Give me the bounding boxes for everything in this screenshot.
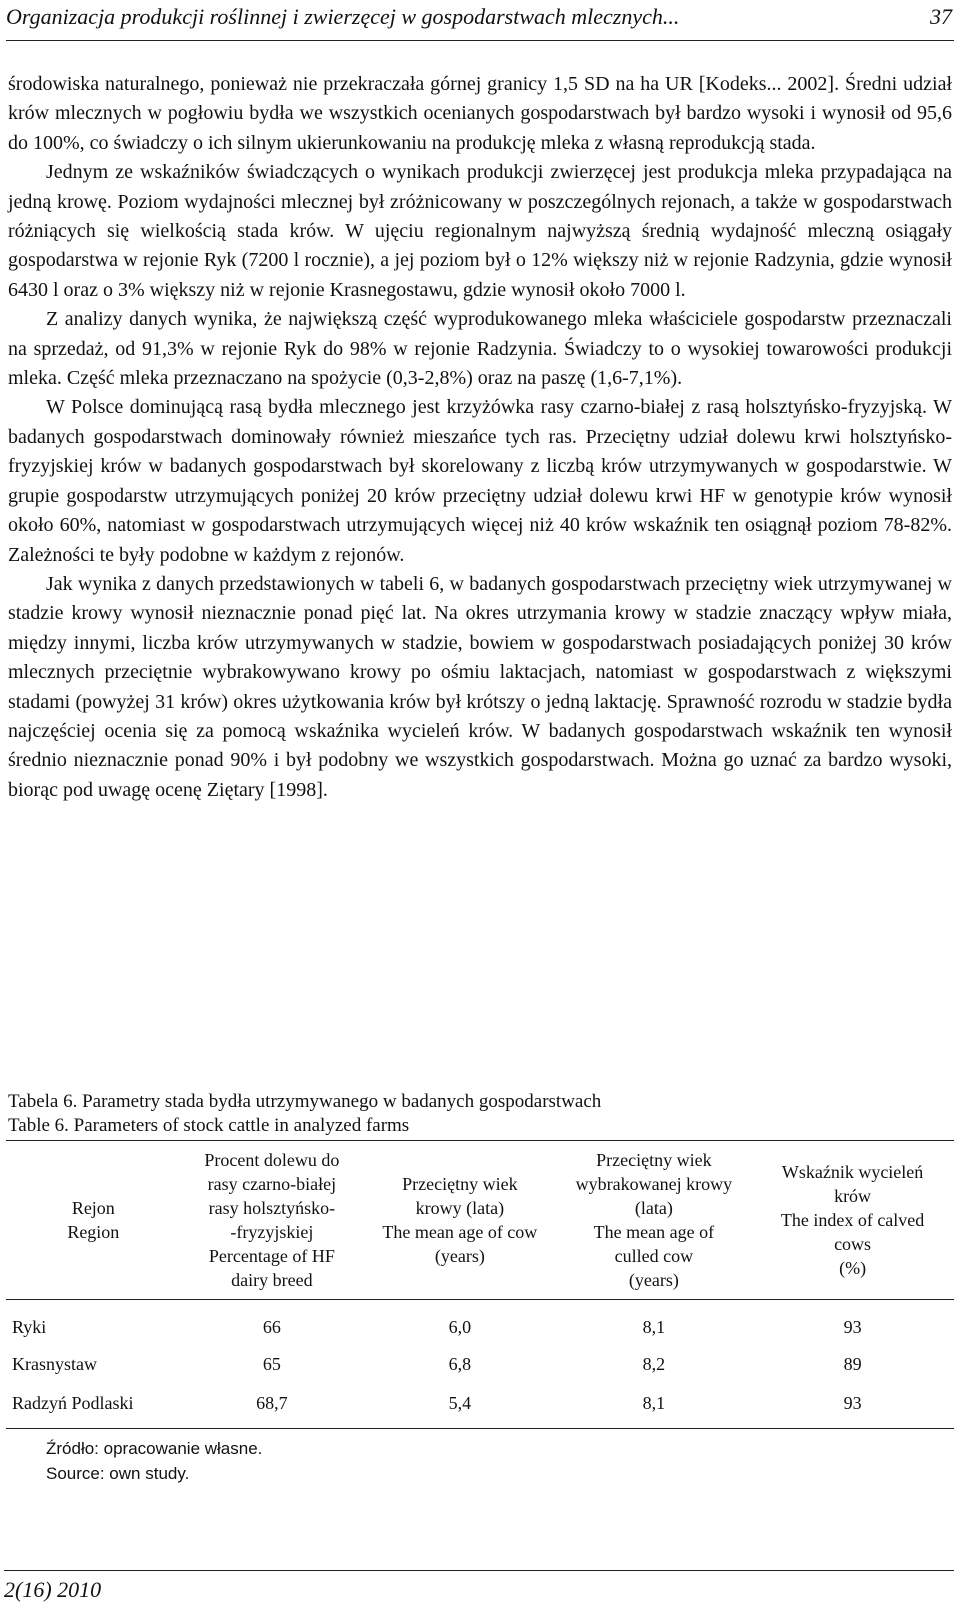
cell-calved-index: 93 — [843, 1317, 862, 1337]
header-line: Przeciętny wiek — [402, 1174, 518, 1194]
table-caption — [8, 1090, 601, 1138]
table-row — [6, 1344, 954, 1383]
table-row — [6, 1300, 954, 1345]
page-number: 37 — [930, 4, 952, 29]
running-footer — [4, 1570, 954, 1603]
table-header-row — [6, 1141, 954, 1300]
cell-region: Krasnystaw — [12, 1353, 97, 1374]
running-header — [6, 2, 954, 41]
header-line: Rejon — [71, 1198, 115, 1218]
header-calved-index — [751, 1141, 954, 1300]
cattle-parameters-table — [6, 1140, 954, 1429]
cell-culled-age: 8,2 — [642, 1353, 666, 1374]
table-caption-en: Table 6. Parameters of stock cattle in analyzed farms — [8, 1115, 410, 1136]
header-line: rasy czarno-białej — [207, 1174, 337, 1194]
cell-culled-age: 8,1 — [557, 1383, 752, 1429]
header-line: -fryzyjskiej — [230, 1222, 314, 1242]
paragraph: Jednym ze wskaźników świadczących o wynikach produkcji zwierzęcej jest produkcja mleka przypadająca na jedną krowę. Poziom wydajności mlecznej był zróżnicowany w poszczególnych rejonach, a także w gospodarstwach różniących się wielkością stada krów. W ujęciu regionalnym najwyższą średnią wydajność mleczną osiągały gospodarstwa w rejonie Ryk (7200 l rocznie), a jej poziom był o 12% większy niż w rejonie Radzynia, gdzie wynosił 6430 l oraz o 3% większy niż w rejonie Krasnegostawu, gdzie wynosił około 7000 l. — [8, 161, 952, 301]
cell-calved-index: 89 — [843, 1353, 862, 1374]
header-line: wybrakowanej krowy — [575, 1174, 733, 1194]
header-cow-age — [363, 1141, 556, 1300]
header-line: Procent dolewu do — [204, 1150, 340, 1170]
cell-hf: 65 — [262, 1353, 281, 1374]
header-line: Wskaźnik wycieleń — [781, 1162, 924, 1182]
header-line: (years) — [628, 1270, 679, 1290]
header-region — [6, 1141, 181, 1300]
header-line: culled cow — [614, 1246, 694, 1266]
cell-culled-age: 8,1 — [642, 1317, 666, 1337]
paragraph: środowiska naturalnego, ponieważ nie przekraczała górnej granicy 1,5 SD na ha UR [Kodeks... 2002]. Średni udział krów mlecznych w pogłowiu bydła we wszystkich ocenianych gospodarstwach był bardzo wysoki i wynosił od 95,6 do 100%, co świadczy o ich silnym ukierunkowaniu na produkcję mleka z własną reprodukcją stada. — [8, 73, 952, 154]
header-line: Przeciętny wiek — [596, 1150, 712, 1170]
table-row — [6, 1383, 954, 1429]
paragraph: Jak wynika z danych przedstawionych w tabeli 6, w badanych gospodarstwach przeciętny wiek utrzymywanej w stadzie krowy wynosił nieznacznie ponad pięć lat. Na okres utrzymania krowy w stadzie znaczący wpływ miała, między innymi, liczba krów utrzymywanych w stadzie, bowiem w gospodarstwach posiadających poniżej 30 krów mlecznych przeciętnie wybrakowywano krowy po ośmiu laktacjach, natomiast w gospodarstwach z większymi stadami (powyżej 31 krów) okres użytkowania krów był krótszy o jedną laktację. Sprawność rozrodu w stadzie bydła najczęściej ocenia się za pomocą wskaźnika wycieleń krów. W badanych gospodarstwach wskaźnik ten wynosił średnio nieznacznie ponad 90% i był podobny we wszystkich gospodarstwach. Można go uznać za bardzo wysoki, biorąc pod uwagę ocenę Ziętary [1998]. — [8, 572, 952, 801]
header-line: The index of calved — [780, 1210, 925, 1230]
paragraph: Z analizy danych wynika, że największą część wyprodukowanego mleka właściciele gospodarstw przeznaczali na sprzedaż, od 91,3% w rejonie Ryk do 98% w rejonie Radzynia. Świadczy to o wysokiej towarowości produkcji mleka. Część mleka przeznaczano na spożycie (0,3-2,8%) oraz na paszę (1,6-7,1%). — [8, 308, 952, 390]
cell-region: Radzyń Podlaski — [6, 1383, 181, 1429]
header-line: cows — [834, 1234, 872, 1254]
header-line: Region — [67, 1222, 120, 1242]
running-header-title: Organizacja produkcji roślinnej i zwierzęcej w gospodarstwach mlecznych... — [6, 4, 680, 29]
header-line: Percentage of HF — [208, 1246, 335, 1266]
header-line: dairy breed — [231, 1270, 313, 1290]
cell-cow-age: 6,8 — [448, 1353, 472, 1374]
cell-region: Ryki — [12, 1317, 47, 1337]
cell-hf: 66 — [262, 1317, 281, 1337]
paragraph: W Polsce dominującą rasą bydła mlecznego jest krzyżówka rasy czarno-białej z rasą holsztyńsko-fryzyjską. W badanych gospodarstwach dominowały również mieszańce tych ras. Przeciętny udział dolewu krwi holsztyńsko-fryzyjskiej krów w badanych gospodarstwach był skorelowany z liczbą krów utrzymywanych w gospodarstwie. W grupie gospodarstw utrzymujących poniżej 20 krów przeciętny udział dolewu krwi HF w genotypie krów wynosił około 60%, natomiast w gospodarstwach utrzymujących więcej niż 40 krów wskaźnik ten osiągnął poziom 78-82%. Zależności te były podobne w każdym z rejonów. — [8, 396, 952, 566]
cell-cow-age: 5,4 — [363, 1383, 556, 1429]
header-line: The mean age of cow — [382, 1222, 538, 1242]
cell-cow-age: 6,0 — [448, 1317, 472, 1337]
header-line: (%) — [839, 1258, 867, 1278]
cell-calved-index: 93 — [751, 1383, 954, 1429]
table-caption-pl: Tabela 6. Parametry stada bydła utrzymywanego w badanych gospodarstwach — [8, 1091, 602, 1112]
source-pl: Źródło: opracowanie własne. — [46, 1439, 263, 1458]
header-culled-age — [557, 1141, 752, 1300]
header-line: rasy holsztyńsko- — [208, 1198, 336, 1218]
source-en: Source: own study. — [46, 1464, 190, 1483]
table-source-note — [46, 1436, 262, 1486]
header-line: (years) — [434, 1246, 485, 1266]
header-line: krów — [834, 1186, 872, 1206]
body-text — [8, 70, 952, 805]
header-hf-percentage — [181, 1141, 364, 1300]
header-line: The mean age of — [593, 1222, 715, 1242]
issue-number: 2(16) 2010 — [4, 1577, 102, 1602]
header-line: (lata) — [634, 1198, 673, 1218]
cell-hf: 68,7 — [181, 1383, 364, 1429]
header-line: krowy (lata) — [415, 1198, 505, 1218]
